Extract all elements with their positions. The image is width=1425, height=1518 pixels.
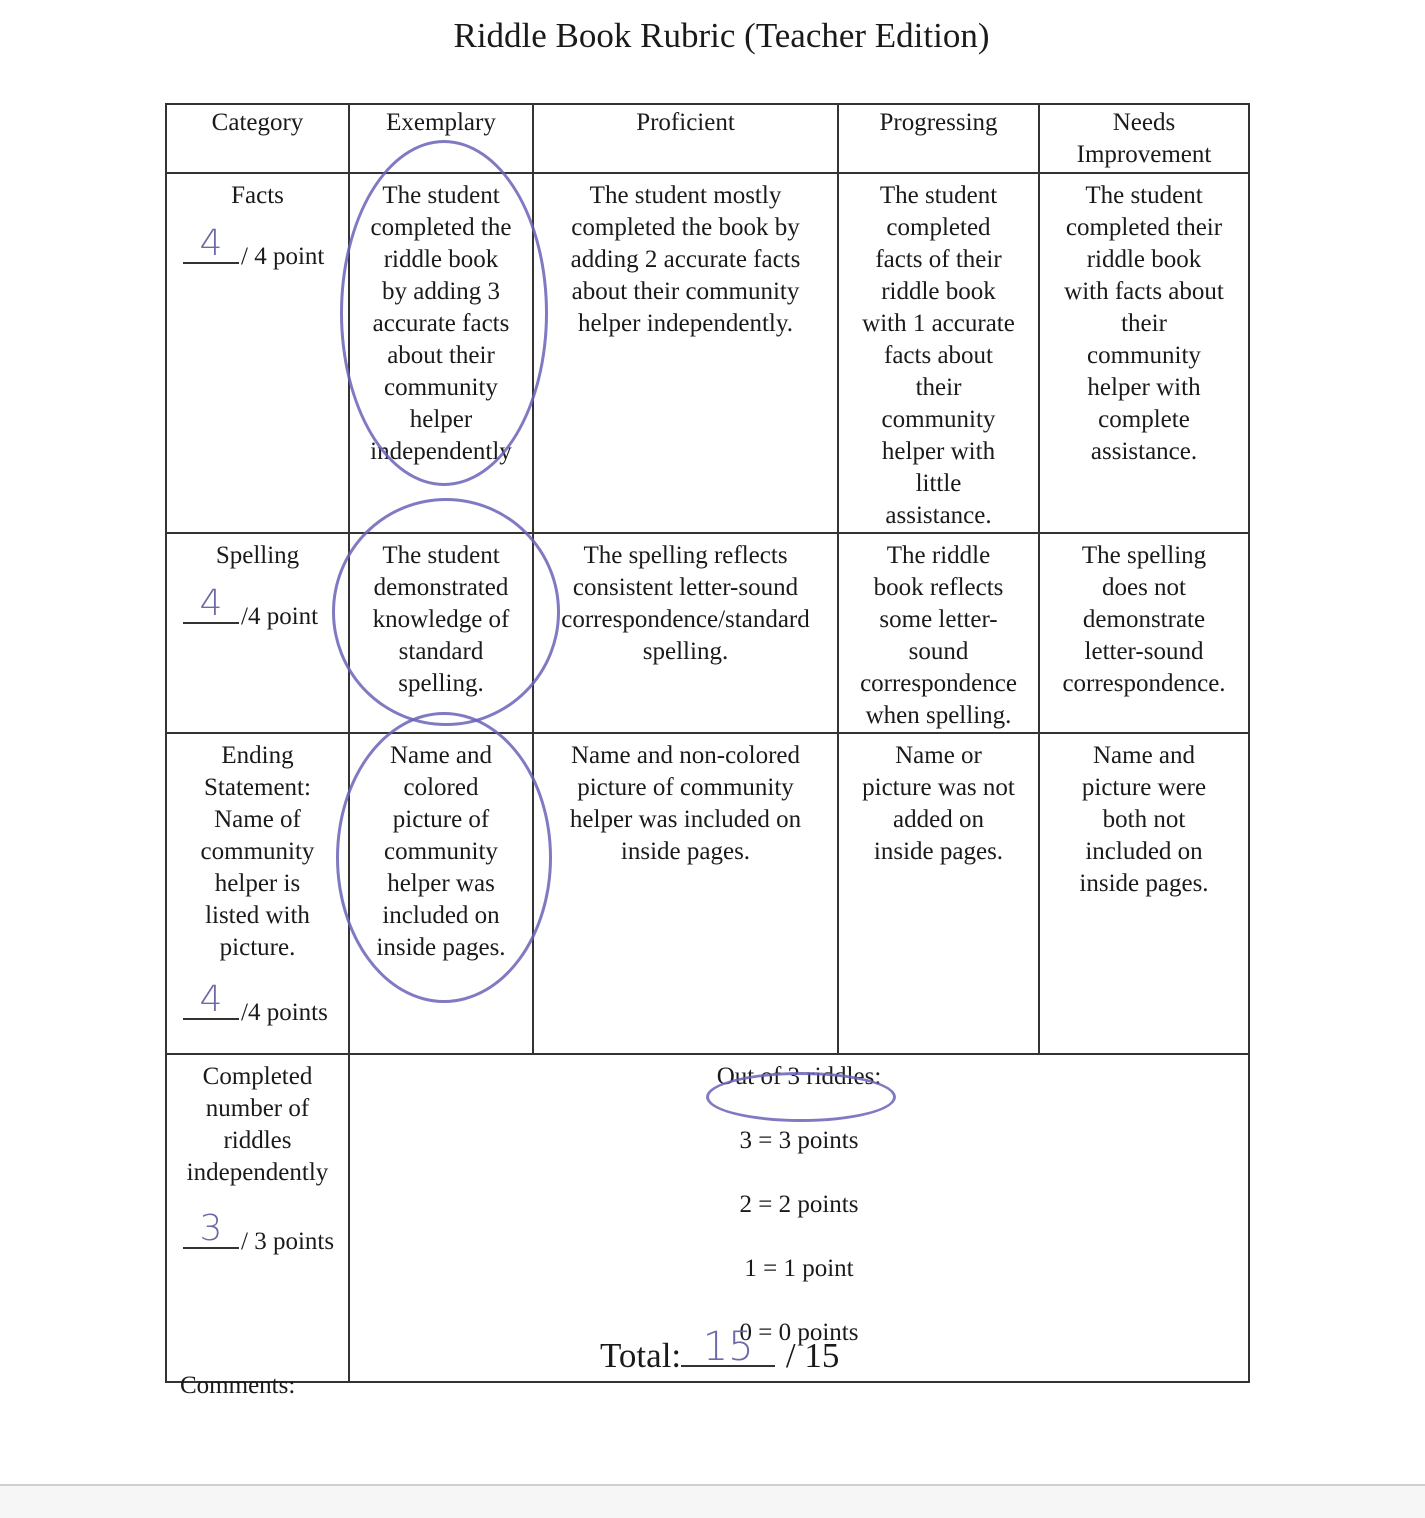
descriptor-text: The student completed the riddle book by adding 3 accurate facts about their community helper independently [370,182,512,465]
exemplary-cell [349,173,533,533]
handwritten-score: 4 [199,583,223,624]
proficient-cell [533,173,838,533]
comments-label: Comments: [180,1372,296,1399]
points-item: 3 = 3 points [739,1127,859,1154]
header-label: Proficient [636,109,735,136]
rubric-table [165,103,1250,1383]
header-exemplary [349,104,533,173]
progressing-cell [838,533,1039,733]
proficient-cell [533,733,838,1054]
points-heading: Out of 3 riddles: [716,1063,882,1090]
score-line [171,979,344,1029]
progressing-cell [838,173,1039,533]
score-line [171,223,344,273]
descriptor-text: The student completed their riddle book with facts about their community helper with complete assistance. [1064,182,1224,465]
descriptor-text: Name and colored picture of community helper was included on inside pages. [376,742,506,961]
header-proficient [533,104,838,173]
needs-improvement-cell [1039,733,1249,1054]
category-cell [166,533,349,733]
needs-improvement-cell [1039,533,1249,733]
score-label: /4 point [241,603,319,630]
header-needs-improvement [1039,104,1249,173]
header-label: Exemplary [386,109,496,136]
score-blank [183,583,239,624]
descriptor-text: Name or picture was not added on inside pages. [862,742,1015,865]
score-blank [183,223,239,264]
descriptor-text: The student mostly completed the book by adding 2 accurate facts about their community helper independently. [570,182,801,337]
score-line [171,1208,344,1258]
score-label: / 3 points [241,1228,335,1255]
total-label: Total: [600,1336,682,1375]
category-cell [166,173,349,533]
descriptor-text: Name and picture were both not included on inside pages. [1079,742,1209,897]
header-label: Needs Improvement [1076,109,1212,168]
proficient-cell [533,533,838,733]
category-label: Ending Statement: Name of community helper is listed with picture. [200,742,315,961]
total-blank [681,1324,775,1370]
points-item: 0 = 0 points [739,1319,859,1346]
handwritten-score: 4 [199,223,223,264]
header-label: Category [211,109,304,136]
handwritten-total: 15 [702,1324,754,1370]
header-label: Progressing [879,109,998,136]
total-max: / 15 [785,1336,840,1375]
header-category [166,104,349,173]
points-item: 1 = 1 point [744,1255,854,1282]
descriptor-text: The spelling does not demonstrate letter-sound correspondence. [1062,542,1226,697]
total-line [600,1325,839,1376]
points-item: 2 = 2 points [739,1191,859,1218]
score-blank [183,979,239,1020]
scan-page-edge [0,1484,1425,1518]
category-cell [166,1054,349,1382]
score-line [171,583,344,633]
page-title: Riddle Book Rubric (Teacher Edition) [453,16,990,55]
header-row [166,104,1249,173]
descriptor-text: Name and non-colored picture of community helper was included on inside pages. [569,742,802,865]
score-blank [183,1208,239,1249]
descriptor-text: The riddle book reflects some letter- sound correspondence when spelling. [860,542,1017,729]
exemplary-cell [349,733,533,1054]
handwritten-score: 4 [199,979,223,1020]
handwritten-score: 3 [199,1208,223,1249]
rubric-row-ending-statement [166,733,1249,1054]
descriptor-text: The student completed facts of their riddle book with 1 accurate facts about their community helper with little assistance. [862,182,1015,529]
category-label: Completed number of riddles independently [186,1063,329,1186]
category-cell [166,733,349,1054]
category-label: Facts [231,182,284,209]
descriptor-text: The spelling reflects consistent letter-sound correspondence/standard spelling. [561,542,810,665]
score-label: /4 points [241,999,328,1026]
rubric-row-facts [166,173,1249,533]
score-label: / 4 point [241,243,325,270]
progressing-cell [838,733,1039,1054]
rubric-row-spelling [166,533,1249,733]
needs-improvement-cell [1039,173,1249,533]
exemplary-cell [349,533,533,733]
category-label: Spelling [215,542,300,569]
descriptor-text: The student demonstrated knowledge of standard spelling. [372,542,510,697]
header-progressing [838,104,1039,173]
